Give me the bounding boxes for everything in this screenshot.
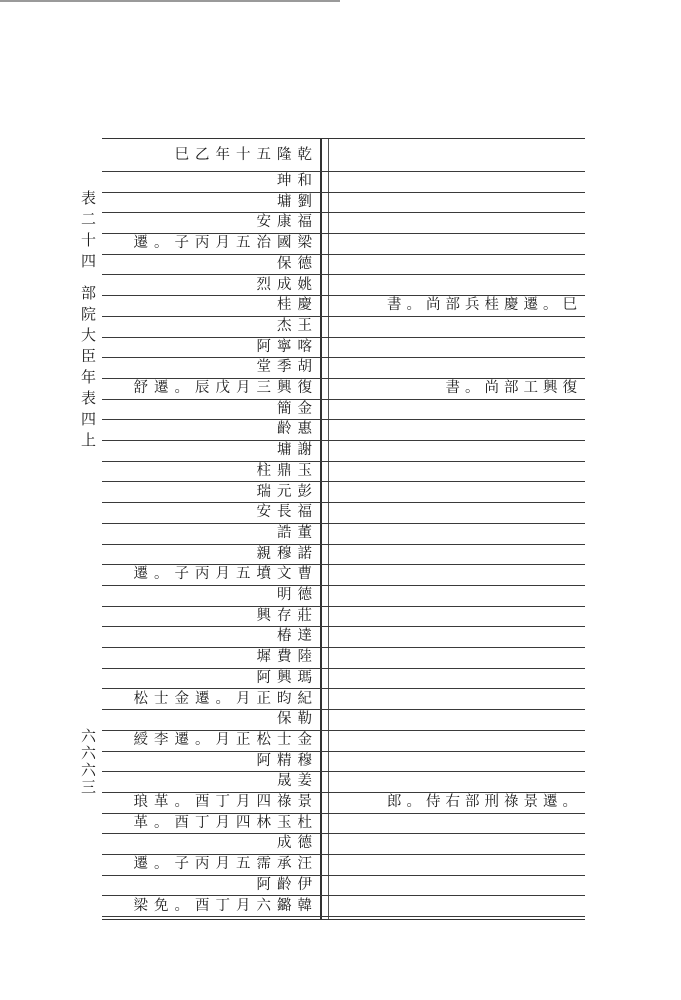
table-row [102, 502, 585, 524]
entry-left: 墉劉 [277, 193, 318, 210]
table-row [102, 378, 585, 400]
entry-left: 松士金遷。月正昀紀 [133, 690, 318, 707]
entry-left: 綬李遷。月正松士金 [133, 731, 318, 748]
table-row [102, 295, 585, 317]
table-row [102, 854, 585, 876]
entry-left: 墉謝 [277, 442, 318, 459]
entry-left: 堂季胡 [256, 359, 318, 376]
entry-left: 安康福 [256, 214, 318, 231]
table-row [102, 316, 585, 338]
entry-left: 巳乙年十五隆乾 [174, 147, 318, 163]
page-number: 六六六三 [79, 728, 97, 796]
entry-right: 書。尚部工興復 [445, 380, 582, 396]
table-row [102, 440, 585, 462]
entry-left: 阿興瑪 [256, 669, 318, 686]
table-row [102, 689, 585, 711]
table-row [102, 139, 585, 172]
entry-left: 遷。子丙月五治國梁 [133, 235, 318, 252]
entry-left: 阿精穆 [256, 752, 318, 769]
entry-left: 杰王 [277, 317, 318, 334]
table-row [102, 875, 585, 897]
table-row [102, 482, 585, 504]
table-row [102, 792, 585, 814]
entry-left: 簡金 [277, 400, 318, 417]
table-row [102, 461, 585, 483]
entry-left: 烈成姚 [256, 276, 318, 293]
entry-left: 舒遷。辰戊月三興復 [133, 380, 318, 396]
table-row [102, 419, 585, 441]
entry-left: 阿寧喀 [256, 338, 318, 355]
entry-left: 阿齡伊 [256, 876, 318, 893]
entry-left: 梁免。酉丁月六鏴韓 [133, 897, 318, 914]
table-row [102, 275, 585, 297]
table-row [102, 813, 585, 835]
entry-left: 珅和 [277, 173, 318, 189]
table-row [102, 606, 585, 628]
table-row [102, 357, 585, 379]
entry-right: 郎。侍右部刑祿景遷。 [387, 794, 582, 810]
table-row [102, 709, 585, 731]
table-row [102, 626, 585, 648]
entry-left: 保勒 [277, 711, 318, 728]
table-row [102, 212, 585, 234]
top-rule [0, 0, 340, 2]
table-row [102, 896, 585, 918]
register-table [102, 138, 585, 920]
entry-left: 晟姜 [277, 773, 318, 790]
entry-left: 椿達 [277, 628, 318, 645]
entry-left: 保德 [277, 255, 318, 272]
table-row [102, 233, 585, 255]
table-row [102, 337, 585, 359]
table-row [102, 254, 585, 276]
table-row [102, 833, 585, 855]
entry-left: 誥董 [277, 524, 318, 541]
table-row [102, 192, 585, 214]
table-row [102, 668, 585, 690]
entry-left: 桂慶 [277, 297, 318, 314]
entry-left: 齡惠 [277, 421, 318, 438]
table-row [102, 647, 585, 669]
entry-left: 遷。子丙月五墳文曹 [133, 566, 318, 583]
entry-right: 書。尚部兵桂慶遷。巳 [387, 297, 582, 314]
table-row [102, 771, 585, 793]
entry-left: 明德 [277, 587, 318, 603]
entry-left: 親穆諾 [256, 545, 318, 562]
entry-left: 遷。子丙月五霈承汪 [133, 856, 318, 873]
entry-left: 革。酉丁月四林玉杜 [133, 814, 318, 831]
margin-title: 表二十四 部院大臣年表四上 [79, 190, 97, 453]
table-row [102, 751, 585, 773]
entry-left: 興存莊 [256, 607, 318, 624]
entry-left: 墀費陸 [256, 649, 318, 666]
entry-left: 柱鼎玉 [256, 462, 318, 479]
table-row [102, 544, 585, 566]
table-row [102, 171, 585, 193]
entry-left: 瑞元彭 [256, 483, 318, 500]
table-row [102, 523, 585, 545]
table-row [102, 585, 585, 607]
table-row [102, 730, 585, 752]
entry-left: 安長福 [256, 504, 318, 521]
entry-left: 成德 [277, 835, 318, 852]
entry-left: 琅革。酉丁月四祿景 [133, 794, 318, 810]
table-row [102, 399, 585, 421]
table-row [102, 564, 585, 586]
